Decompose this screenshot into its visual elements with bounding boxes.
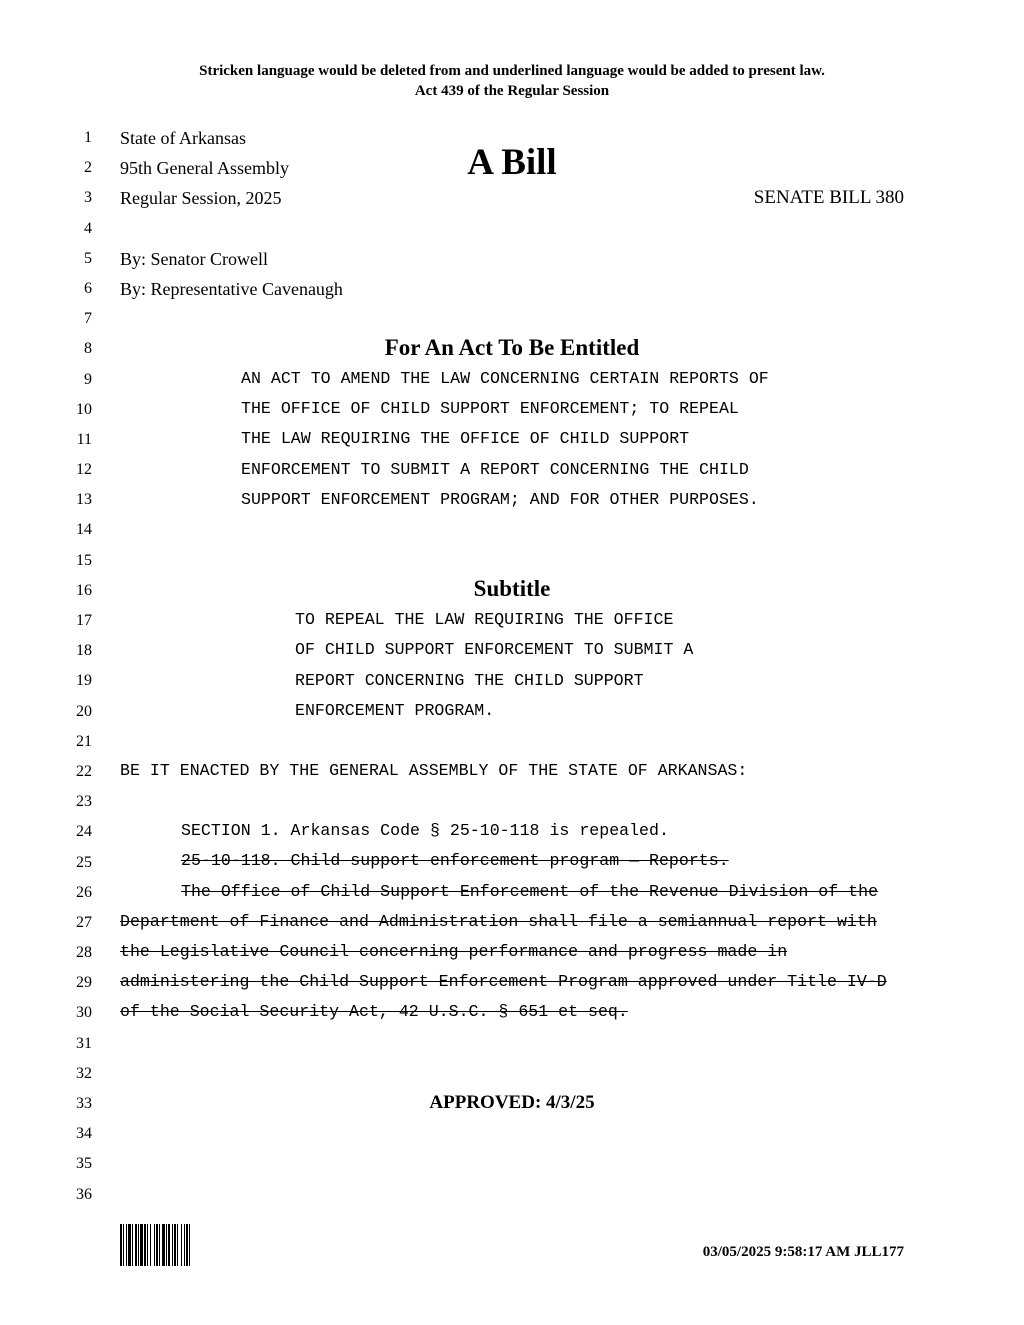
line-number: 24 bbox=[76, 823, 92, 841]
line-number: 3 bbox=[84, 189, 92, 207]
line-number: 36 bbox=[76, 1185, 92, 1203]
line-number: 28 bbox=[76, 944, 92, 962]
line-number: 11 bbox=[76, 430, 92, 448]
subtitle-line: ENFORCEMENT PROGRAM. bbox=[295, 701, 495, 720]
enacting-clause: BE IT ENACTED BY THE GENERAL ASSEMBLY OF THE STATE OF ARKANSAS: bbox=[120, 761, 748, 780]
barcode-image bbox=[120, 1224, 248, 1266]
line-number: 30 bbox=[76, 1004, 92, 1022]
line-number: 12 bbox=[76, 461, 92, 479]
line-number: 35 bbox=[76, 1155, 92, 1173]
line-number: 9 bbox=[84, 370, 92, 388]
line-number: 32 bbox=[76, 1064, 92, 1082]
title-line: THE LAW REQUIRING THE OFFICE OF CHILD SUPPORT bbox=[241, 429, 690, 448]
page-header bbox=[0, 61, 1024, 101]
act-title-heading: For An Act To Be Entitled bbox=[384, 335, 640, 360]
line-number: 2 bbox=[84, 159, 92, 177]
line-number: 4 bbox=[84, 219, 92, 237]
section-1-text: SECTION 1. Arkansas Code § 25-10-118 is repealed. bbox=[181, 821, 669, 840]
line-number: 16 bbox=[76, 581, 92, 599]
stricken-line: 25-10-118. Child support enforcement program — Reports. bbox=[181, 851, 729, 870]
session-info: Regular Session, 2025 bbox=[120, 188, 282, 208]
stricken-line: of the Social Security Act, 42 U.S.C. § 651 et seq. bbox=[120, 1002, 628, 1021]
subtitle-heading: Subtitle bbox=[473, 576, 551, 601]
stricken-line: administering the Child Support Enforcement Program approved under Title IV-D bbox=[120, 972, 887, 991]
line-number: 23 bbox=[76, 793, 92, 811]
line-number: 6 bbox=[84, 279, 92, 297]
stricken-line: The Office of Child Support Enforcement of the Revenue Division of the bbox=[181, 882, 879, 901]
line-number: 13 bbox=[76, 491, 92, 509]
line-number: 20 bbox=[76, 702, 92, 720]
line-number: 17 bbox=[76, 612, 92, 629]
general-assembly: 95th General Assembly bbox=[120, 158, 289, 178]
stricken-line: Department of Finance and Administration shall file a semiannual report with bbox=[120, 912, 877, 931]
line-number: 7 bbox=[84, 310, 92, 328]
title-line: ENFORCEMENT TO SUBMIT A REPORT CONCERNING THE CHILD bbox=[241, 460, 749, 479]
line-number: 15 bbox=[76, 551, 92, 569]
line-number: 22 bbox=[76, 762, 92, 780]
line-number: 21 bbox=[76, 732, 92, 750]
strike-notice: Stricken language would be deleted from and underlined language would be added to present law. bbox=[199, 63, 825, 79]
subtitle-line: REPORT CONCERNING THE CHILD SUPPORT bbox=[295, 671, 644, 690]
line-number: 18 bbox=[76, 642, 92, 660]
footer-timestamp: 03/05/2025 9:58:17 AM JLL177 bbox=[702, 1244, 904, 1260]
barcode-bar bbox=[190, 1224, 193, 1266]
line-number: 34 bbox=[76, 1125, 92, 1143]
title-line: AN ACT TO AMEND THE LAW CONCERNING CERTAIN REPORTS OF bbox=[241, 369, 769, 388]
line-number: 26 bbox=[76, 883, 92, 901]
document-type-title: A Bill bbox=[467, 142, 557, 183]
stricken-line: the Legislative Council concerning performance and progress made in bbox=[120, 942, 788, 961]
title-line: SUPPORT ENFORCEMENT PROGRAM; AND FOR OTHER PURPOSES. bbox=[241, 490, 759, 509]
subtitle-line: TO REPEAL THE LAW REQUIRING THE OFFICE bbox=[295, 610, 674, 629]
line-number: 1 bbox=[84, 129, 92, 146]
line-number: 14 bbox=[76, 521, 92, 539]
subtitle-line: OF CHILD SUPPORT ENFORCEMENT TO SUBMIT A bbox=[295, 640, 694, 659]
line-number: 5 bbox=[84, 249, 92, 267]
state-name: State of Arkansas bbox=[120, 128, 246, 148]
line-number-column bbox=[60, 123, 92, 1210]
title-line: THE OFFICE OF CHILD SUPPORT ENFORCEMENT; TO REPEAL bbox=[241, 399, 739, 418]
line-number: 29 bbox=[76, 974, 92, 992]
line-number: 10 bbox=[76, 400, 92, 418]
line-number: 19 bbox=[76, 672, 92, 690]
act-line: Act 439 of the Regular Session bbox=[414, 83, 610, 99]
line-number: 8 bbox=[84, 340, 92, 358]
line-number: 31 bbox=[76, 1034, 92, 1052]
bill-number: SENATE BILL 380 bbox=[753, 187, 904, 208]
line-number: 27 bbox=[76, 913, 92, 931]
sponsor-senator: By: Senator Crowell bbox=[120, 249, 268, 269]
line-number: 33 bbox=[76, 1095, 92, 1112]
line-number: 25 bbox=[76, 853, 92, 871]
approval-stamp: APPROVED: 4/3/25 bbox=[429, 1092, 595, 1113]
sponsor-representative: By: Representative Cavenaugh bbox=[120, 279, 343, 299]
